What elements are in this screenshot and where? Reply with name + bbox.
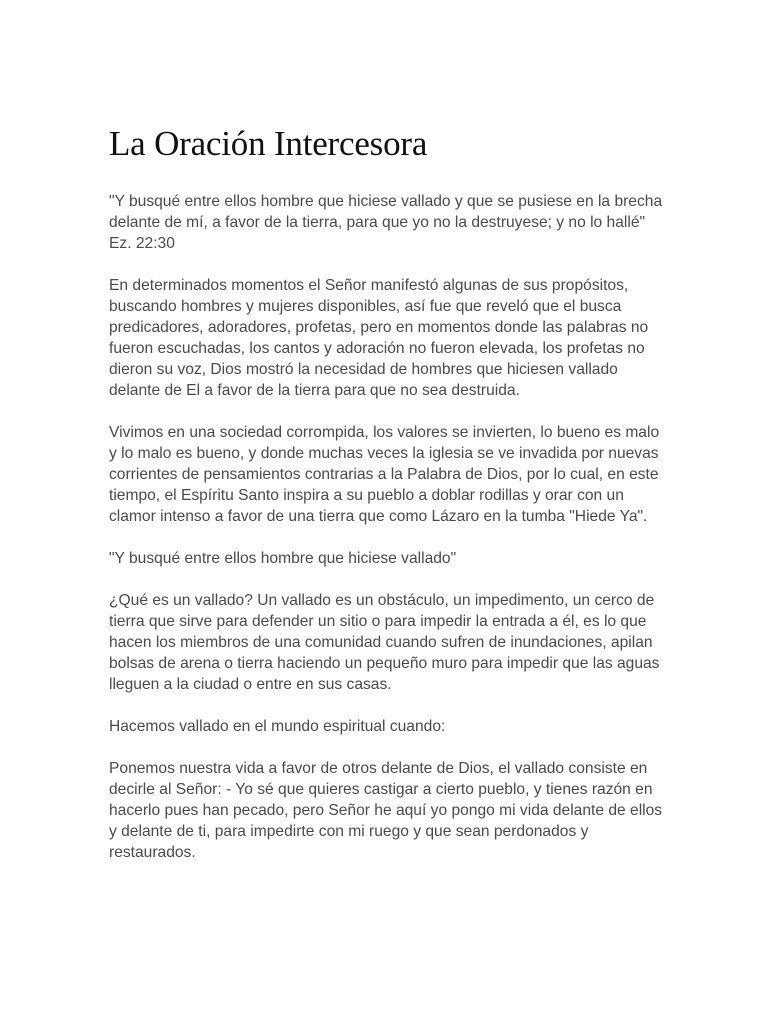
paragraph-scripture-quote: "Y busqué entre ellos hombre que hiciese vallado y que se pusiese en la brecha delante de mí, a favor de la tierra, para que yo no la destruyese; y no lo hallé" Ez. 22:30 bbox=[109, 193, 663, 252]
paragraph-subheading-quote: "Y busqué entre ellos hombre que hiciese vallado" bbox=[109, 550, 457, 567]
paragraph-intro: En determinados momentos el Señor manifestó algunas de sus propósitos, buscando hombres y mujeres disponibles, así fue que reveló que el busca predicadores, adoradores, profetas, pero en momentos donde las palabras no fueron escuchadas, los cantos y adoración no fueron elevada, los profetas no dieron su voz, Dios mostró la necesidad de hombres que hiciesen vallado delante de El a favor de la tierra para que no sea destruida. bbox=[109, 277, 649, 399]
document-page bbox=[109, 122, 665, 884]
paragraph-spiritual-vallado: Hacemos vallado en el mundo espiritual cuando: bbox=[109, 718, 446, 735]
document-title: La Oración Intercesora bbox=[109, 124, 428, 163]
paragraph-society: Vivimos en una sociedad corrompida, los valores se invierten, lo bueno es malo y lo malo es bueno, y donde muchas veces la iglesia se ve invadida por nuevas corrientes de pensamientos contrarias a la Palabra de Dios, por lo cual, en este tiempo, el Espíritu Santo inspira a su pueblo a doblar rodillas y orar con un clamor intenso a favor de una tierra que como Lázaro en la tumba "Hiede Ya". bbox=[109, 424, 660, 525]
paragraph-intercession: Ponemos nuestra vida a favor de otros delante de Dios, el vallado consiste en decirle al Señor: - Yo sé que quieres castigar a cierto pueblo, y tienes razón en hacerlo pues han pecado, pero Señor he aquí yo pongo mi vida delante de ellos y delante de ti, para impedirte con mi ruego y que sean perdonados y restaurados. bbox=[109, 760, 663, 861]
paragraph-vallado-definition: ¿Qué es un vallado? Un vallado es un obstáculo, un impedimento, un cerco de tierra que sirve para defender un sitio o para impedir la entrada a él, es lo que hacen los miembros de una comunidad cuando sufren de inundaciones, apilan bolsas de arena o tierra haciendo un pequeño muro para impedir que las aguas lleguen a la ciudad o entre en sus casas. bbox=[109, 592, 660, 693]
